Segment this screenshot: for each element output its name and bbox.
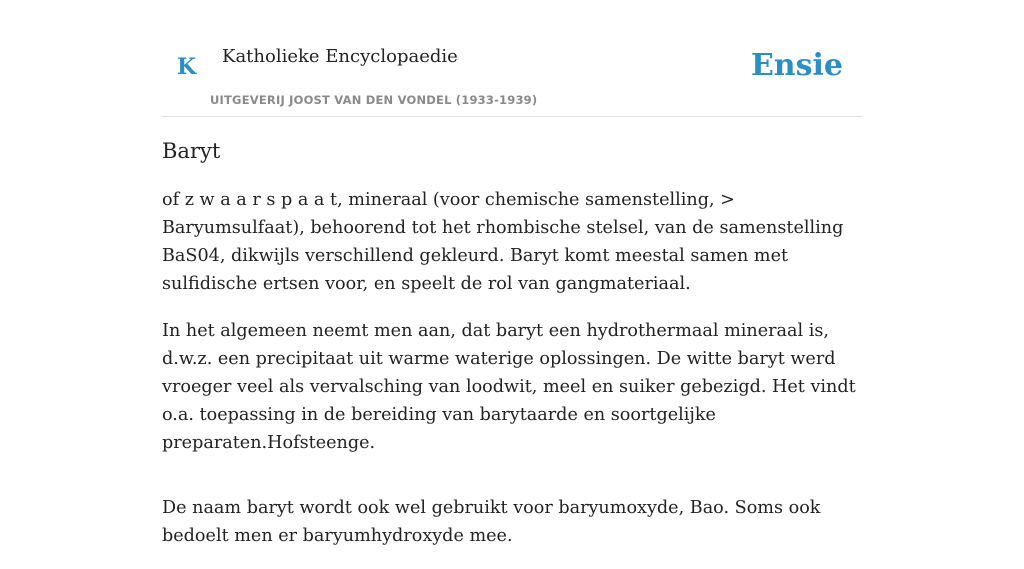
site-header: [162, 0, 862, 117]
encyclopedia-title[interactable]: Katholieke Encyclopaedie: [222, 46, 458, 67]
encyclopedia-logo[interactable]: K: [177, 54, 197, 80]
article-paragraph: of z w a a r s p a a t, mineraal (voor chemische samenstelling, > Baryumsulfaat), behoorend tot het rhombische stelsel, van de samenstelling BaS04, dikwijls verschillend gekleurd. Baryt komt meestal samen met sulfidische ertsen voor, en speelt de rol van gangmateriaal.: [162, 190, 844, 295]
article-paragraph: In het algemeen neemt men aan, dat baryt een hydrothermaal mineraal is, d.w.z. een precipitaat uit warme waterige oplossingen. De witte baryt werd vroeger veel als vervalsching van loodwit, meel en suiker gebezigd. Het vindt o.a. toepassing in de bereiding van barytaarde en soortgelijke preparaten.Hofsteenge.: [162, 321, 856, 454]
publisher-line: UITGEVERIJ JOOST VAN DEN VONDEL (1933-1939): [210, 93, 538, 107]
article: [162, 138, 862, 569]
article-paragraph: De naam baryt wordt ook wel gebruikt voor baryumoxyde, Bao. Soms ook bedoelt men er baryumhydroxyde mee.: [162, 498, 821, 547]
ensie-logo[interactable]: Ensie: [750, 48, 843, 83]
article-title: Baryt: [162, 139, 221, 163]
